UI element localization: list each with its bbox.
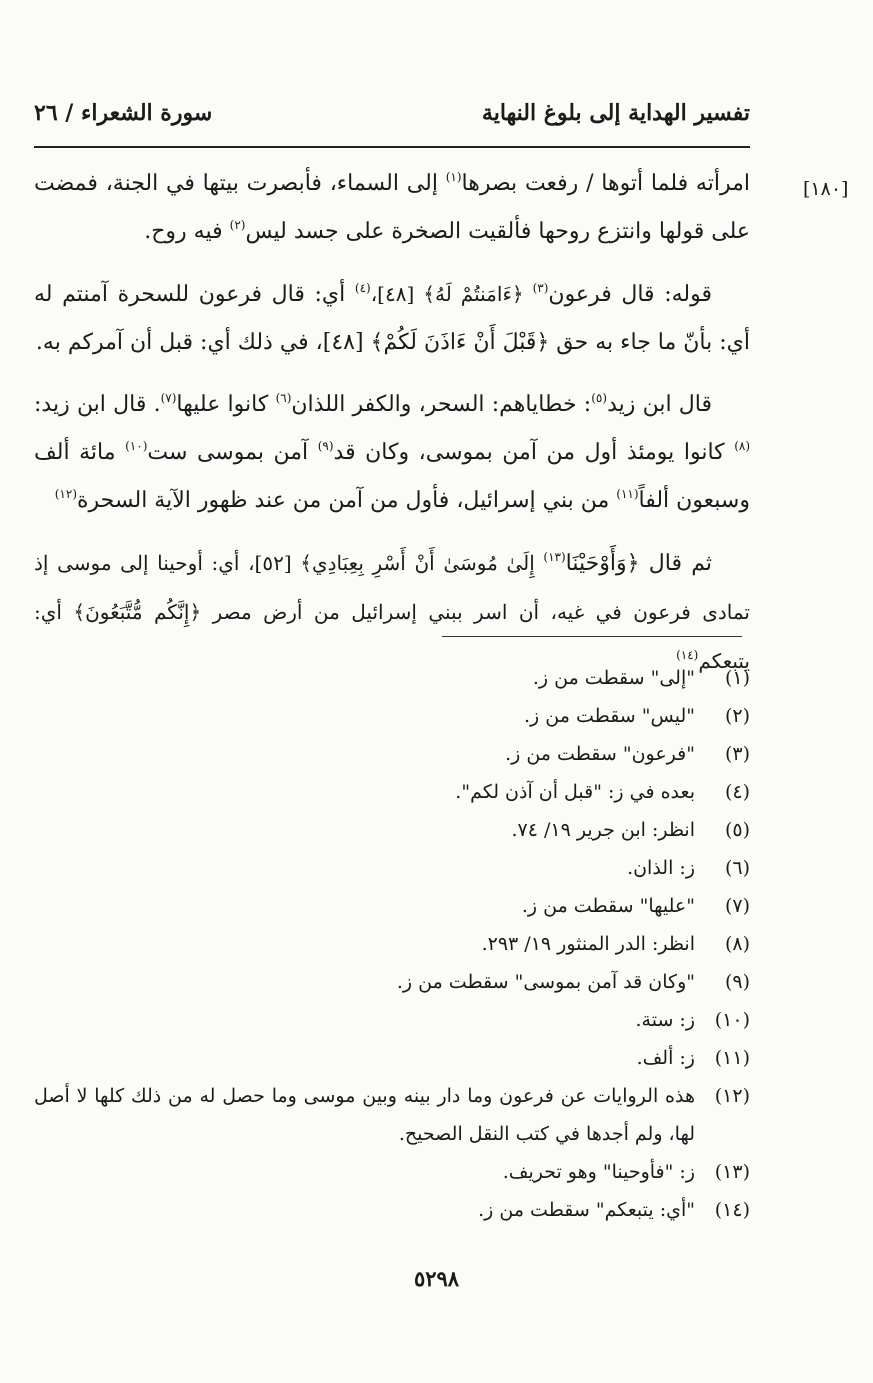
footnote-item: [34, 963, 750, 1001]
footnote-text: "فرعون" سقطت من ز.: [505, 743, 695, 765]
footnote-item: [34, 1191, 750, 1229]
footnote-ref: (٥): [591, 391, 608, 405]
footnote-text: "وكان قد آمن بموسى" سقطت من ز.: [396, 971, 695, 993]
footnote-number: (١): [724, 667, 750, 689]
footnote-number: (٤): [724, 781, 750, 803]
footnote-ref: (٩): [317, 439, 334, 453]
footnote-number: (٨): [724, 933, 750, 955]
footnote-number: (١٢): [714, 1085, 750, 1107]
footnote-text: بعده في ز: "قبل أن آذن لكم".: [455, 781, 695, 803]
footnote-ref: (١٠): [125, 439, 148, 453]
paragraph-1: امرأته فلما أتوها / رفعت بصرها$^{(١)}$ إلى السماء، فأبصرت بيتها في الجنة، فمضت على قولها وانتزع روحها فألقيت الصخرة على جسد ليس$^{(٢)}$ فيه روح.: [34, 170, 750, 244]
footnote-text: هذه الروايات عن فرعون وما دار بينه وبين موسى وما حصل له من ذلك كلها لا أصل لها، ولم أجدها في كتب النقل الصحيح.: [34, 1085, 695, 1145]
footnote-item: [34, 1077, 750, 1153]
footnote-ref: (٦): [275, 391, 292, 405]
margin-folio-marker: [١٨٠]: [803, 178, 849, 200]
footnote-text: "إلى" سقطت من ز.: [532, 667, 695, 689]
footnote-text: "ليس" سقطت من ز.: [524, 705, 695, 727]
footnote-number: (١٠): [714, 1009, 750, 1031]
footnote-item: [34, 925, 750, 963]
footnote-item: [34, 1001, 750, 1039]
footnote-number: (٦): [724, 857, 750, 879]
footnote-ref: (٧): [160, 391, 177, 405]
footnote-ref: (٣): [532, 281, 549, 295]
footnote-ref: (٨): [734, 439, 751, 453]
surah-reference: سورة الشعراء / ٢٦: [34, 100, 213, 126]
quran-quote: إِلَىٰ مُوسَىٰ أَنْ أَسْرِ بِعِبَادِي﴾ [٥٢]، أي: أوحينا إلى موسى إذ تمادى فرعون في غيه، أن اسر ببني إسرائيل من أرض مصر ﴿إِنَّكُم مُّتَّبَعُونَ﴾ أي: يتبعكم: [34, 551, 750, 673]
header-rule: [34, 146, 750, 148]
footnote-ref: (١٣): [543, 550, 566, 564]
footnote-item: [34, 849, 750, 887]
footnote-ref: (٤): [354, 281, 371, 295]
footnote-text: ز: ألف.: [636, 1047, 695, 1069]
main-text: [34, 160, 750, 700]
footnote-ref: (٢): [229, 218, 246, 232]
footnote-number: (٥): [724, 819, 750, 841]
book-title: تفسير الهداية إلى بلوغ النهاية: [481, 100, 750, 126]
footnote-text: ز: "فأوحينا" وهو تحريف.: [502, 1161, 695, 1183]
footnote-number: (١٣): [714, 1161, 750, 1183]
paragraph-2: قوله: قال فرعون$^{(٣)}$ ﴿ءَامَنتُمْ لَهُ﴾ [٤٨]،$^{(٤)}$ أي: قال فرعون للسحرة آمنتم له أي: بأنّ ما جاء به حق ﴿قَبْلَ أَنْ ءَاذَنَ لَكُمْ﴾ [٤٨]، في ذلك أي: قبل أن آمركم به.: [34, 281, 750, 355]
footnote-item: [34, 773, 750, 811]
footnote-ref: (١١): [616, 487, 639, 501]
footnote-item: [34, 659, 750, 697]
quran-quote: ﴿ءَامَنتُمْ لَهُ﴾ [٤٨]،: [370, 282, 533, 306]
footnote-ref: (١٤): [676, 648, 699, 662]
footnote-ref: (١): [445, 170, 462, 184]
footnote-number: (١١): [714, 1047, 750, 1069]
footnote-number: (٩): [724, 971, 750, 993]
footnote-item: [34, 697, 750, 735]
footnote-item: [34, 1153, 750, 1191]
footnote-item: [34, 887, 750, 925]
footnote-text: انظر: ابن جرير ١٩/ ٧٤.: [511, 819, 695, 841]
footnote-number: (٧): [724, 895, 750, 917]
footnote-item: [34, 735, 750, 773]
footnote-text: ز: الذان.: [627, 857, 695, 879]
footnote-text: "عليها" سقطت من ز.: [521, 895, 695, 917]
footnote-number: (٣): [724, 743, 750, 765]
footnote-text: ز: ستة.: [635, 1009, 695, 1031]
paragraph-4: ثم قال ﴿وَأَوْحَيْنَا$^{(١٣)}$ إِلَىٰ مُوسَىٰ أَنْ أَسْرِ بِعِبَادِي﴾ [٥٢]، أي: أوحينا إلى موسى إذ تمادى فرعون في غيه، أن اسر ببني إسرائيل من أرض مصر ﴿إِنَّكُم مُّتَّبَعُونَ﴾ أي: يتبعكم$^{(١٤)}$: [34, 550, 750, 673]
footnote-text: "أي: يتبعكم" سقطت من ز.: [478, 1199, 695, 1221]
footnote-ref: (١٢): [54, 487, 77, 501]
running-header: [34, 96, 750, 136]
footnotes: [34, 659, 750, 1229]
page-number: ٥٢٩٨: [413, 1266, 460, 1291]
footnote-text: انظر: الدر المنثور ١٩/ ٢٩٣.: [481, 933, 695, 955]
paragraph-3: قال ابن زيد$^{(٥)}$: خطاياهم: السحر، والكفر اللذان$^{(٦)}$ كانوا عليها$^{(٧)}$. قال ابن زيد:$^{(٨)}$ كانوا يومئذ أول من آمن بموسى، وكان قد$^{(٩)}$ آمن بموسى ست$^{(١٠)}$ مائة ألف وسبعون ألفاً$^{(١١)}$ من بني إسرائيل، فأول من آمن من عند ظهور الآية السحرة$^{(١٢)}$: [34, 391, 751, 513]
footnote-number: (٢): [724, 705, 750, 727]
footnote-item: [34, 811, 750, 849]
footnote-separator: [442, 636, 742, 637]
footnote-number: (١٤): [714, 1199, 750, 1221]
footnote-item: [34, 1039, 750, 1077]
